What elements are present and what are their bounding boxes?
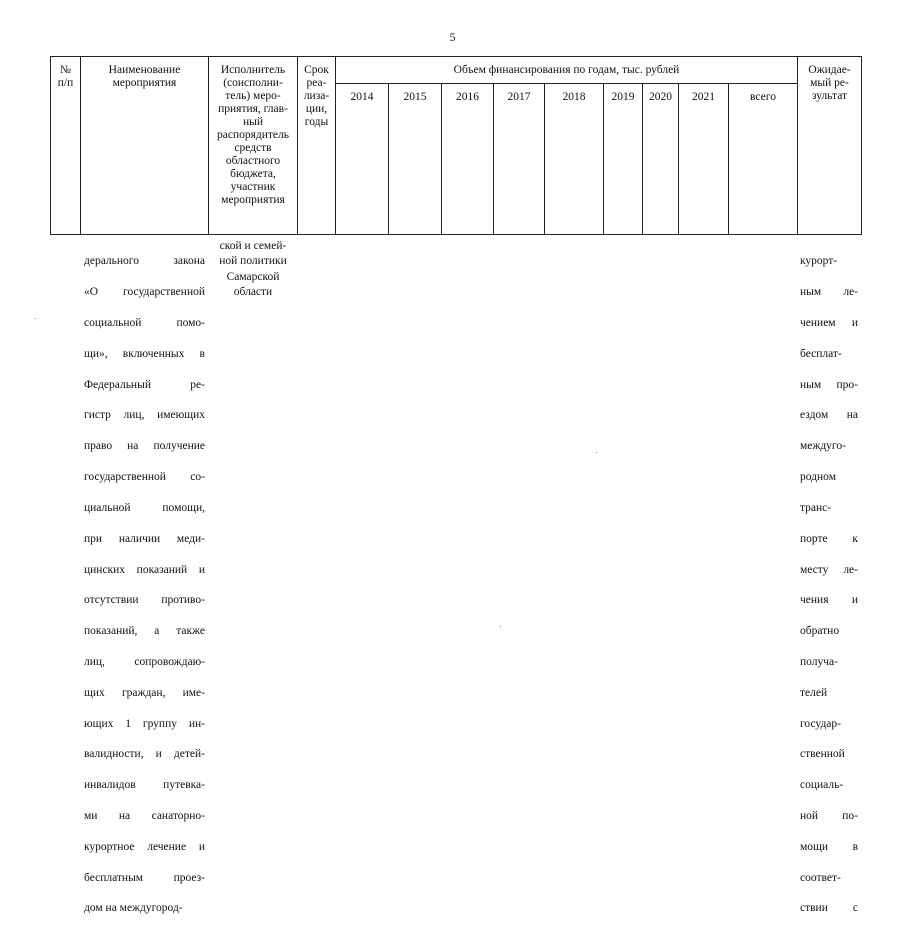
header-result: Ожидае- мый ре- зультат <box>808 64 851 102</box>
header-name: Наименование мероприятия <box>108 64 181 89</box>
column-border <box>728 83 729 235</box>
header-funding: Объем финансирования по годам, тыс. рублей <box>453 64 680 76</box>
scan-speck <box>500 626 501 627</box>
column-border <box>388 83 389 235</box>
column-border <box>493 83 494 235</box>
year-2021: 2021 <box>692 91 715 103</box>
column-border <box>544 83 545 235</box>
row-result-text: курорт- ным ле- чением и бесплат- ным про- ездом на междуго- родном транс- порте к месту ле- чения и обратно получа- телей государ- ственной социаль- ной по- мощи в соответ- ствии с <box>800 255 858 915</box>
year-2015: 2015 <box>403 91 427 103</box>
column-border <box>678 83 679 235</box>
header-term: Срок реа- лиза- ции, годы <box>303 64 330 128</box>
year-2019: 2019 <box>611 91 635 103</box>
year-2018: 2018 <box>562 91 586 103</box>
row-name-text: дерального закона «О государственной социальной помо- щи», включенных в Федеральный ре- гистр лиц, имеющих право на получение государственной со- циальной помощи, при наличии меди- цинских показаний и отсутствии противо- показаний, а также лиц, сопровождаю- щих граждан, име- ющих 1 группу ин- валидности, и детей- инвалидов путевка- ми на санаторно- курортное лечение и бесплатным проез- дом на междугород- <box>84 255 205 915</box>
header-executor: Исполнитель (соисполни- тель) меро- приятия, глав- ный распорядитель средств областного бюджета, участник мероприятия <box>216 64 290 206</box>
column-border <box>642 83 643 235</box>
column-border <box>603 83 604 235</box>
year-2016: 2016 <box>456 91 479 103</box>
header-number: № п/п <box>57 64 74 89</box>
column-border <box>335 56 336 235</box>
year-2020: 2020 <box>649 91 672 103</box>
year-2017: 2017 <box>507 91 531 103</box>
year-2014: 2014 <box>350 91 374 103</box>
table-top-border <box>50 56 862 57</box>
row-executor-text: ской и семей- ной политики Самарской области <box>219 240 287 299</box>
page-number: 5 <box>449 30 456 44</box>
scan-speck <box>35 318 36 319</box>
header-bottom-border <box>50 234 862 235</box>
column-border <box>861 56 862 235</box>
year-total: всего <box>750 91 776 103</box>
scan-speck <box>596 452 597 453</box>
column-border <box>441 83 442 235</box>
